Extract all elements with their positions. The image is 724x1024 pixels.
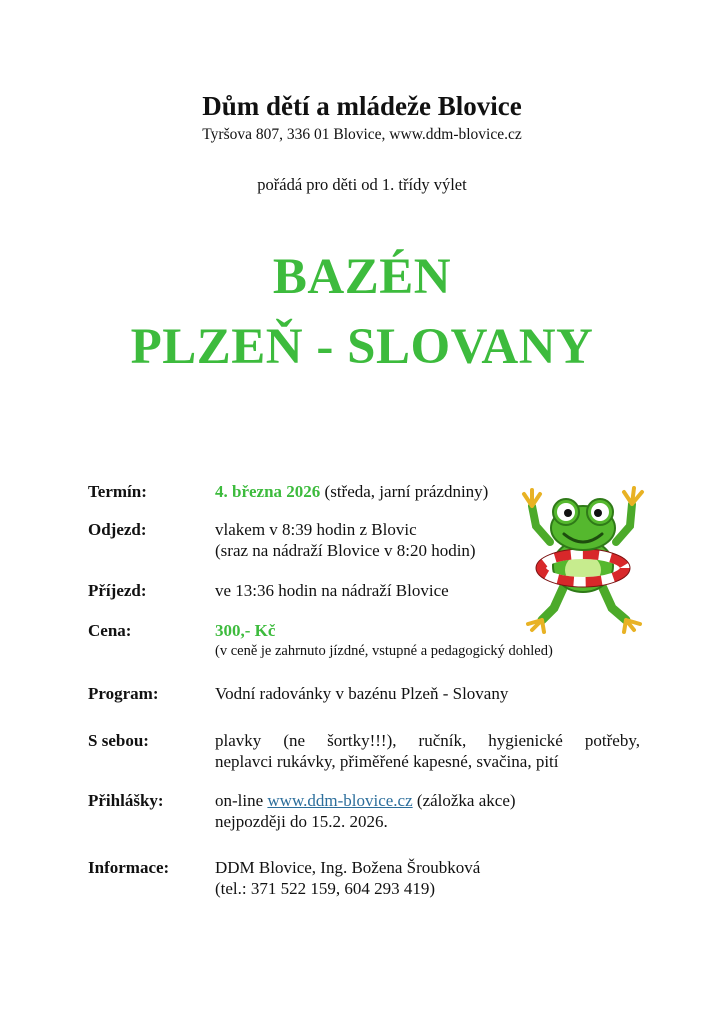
event-date-note: (středa, jarní prázdniny) <box>324 482 489 501</box>
price: 300,- Kč <box>215 621 276 640</box>
organization-name: Dům dětí a mládeže Blovice <box>202 91 522 121</box>
prihlasky-label: Přihlášky: <box>88 791 164 810</box>
s-sebou-line2: neplavci rukávky, přiměřené kapesné, svačina, pití <box>215 752 559 771</box>
program-label: Program: <box>88 684 159 703</box>
odjezd-line2: (sraz na nádraží Blovice v 8:20 hodin) <box>215 541 476 560</box>
termin-label: Termín: <box>88 482 147 501</box>
event-title-line1: BAZÉN <box>272 249 452 305</box>
informace-label: Informace: <box>88 858 170 877</box>
header <box>0 86 724 144</box>
prihlasky-value <box>215 790 640 832</box>
event-title-line2: PLZEŇ - SLOVANY <box>130 319 594 375</box>
prihlasky-line1 <box>215 790 640 811</box>
frog-with-swim-ring-icon <box>520 484 646 634</box>
price-note: (v ceně je zahrnuto jízdné, vstupné a pedagogický dohled) <box>215 643 553 659</box>
s-sebou-label: S sebou: <box>88 731 149 750</box>
odjezd-label: Odjezd: <box>88 520 147 539</box>
prihlasky-suffix: (záložka akce) <box>416 791 516 810</box>
prihlasky-line2: nejpozději do 15.2. 2026. <box>215 812 388 831</box>
informace-value <box>215 857 640 899</box>
intro-text: pořádá pro děti od 1. třídy výlet <box>257 175 467 194</box>
prijezd-value: ve 13:36 hodin na nádraží Blovice <box>215 581 449 600</box>
prijezd-label: Příjezd: <box>88 581 147 600</box>
prihlasky-prefix: on-line <box>215 791 264 810</box>
s-sebou-line1: plavky (ne šortky!!!), ručník, hygienické potřeby, <box>215 731 640 750</box>
event-date: 4. března 2026 <box>215 482 321 501</box>
program-value: Vodní radovánky v bazénu Plzeň - Slovany <box>215 684 509 703</box>
cena-label: Cena: <box>88 621 132 640</box>
registration-link[interactable]: www.ddm-blovice.cz <box>267 791 413 810</box>
informace-line1: DDM Blovice, Ing. Božena Šroubková <box>215 858 481 877</box>
informace-line2: (tel.: 371 522 159, 604 293 419) <box>215 879 436 898</box>
s-sebou-value <box>215 730 640 772</box>
odjezd-line1: vlakem v 8:39 hodin z Blovic <box>215 520 417 539</box>
organization-address: Tyršova 807, 336 01 Blovice, www.ddm-blovice.cz <box>202 126 522 143</box>
